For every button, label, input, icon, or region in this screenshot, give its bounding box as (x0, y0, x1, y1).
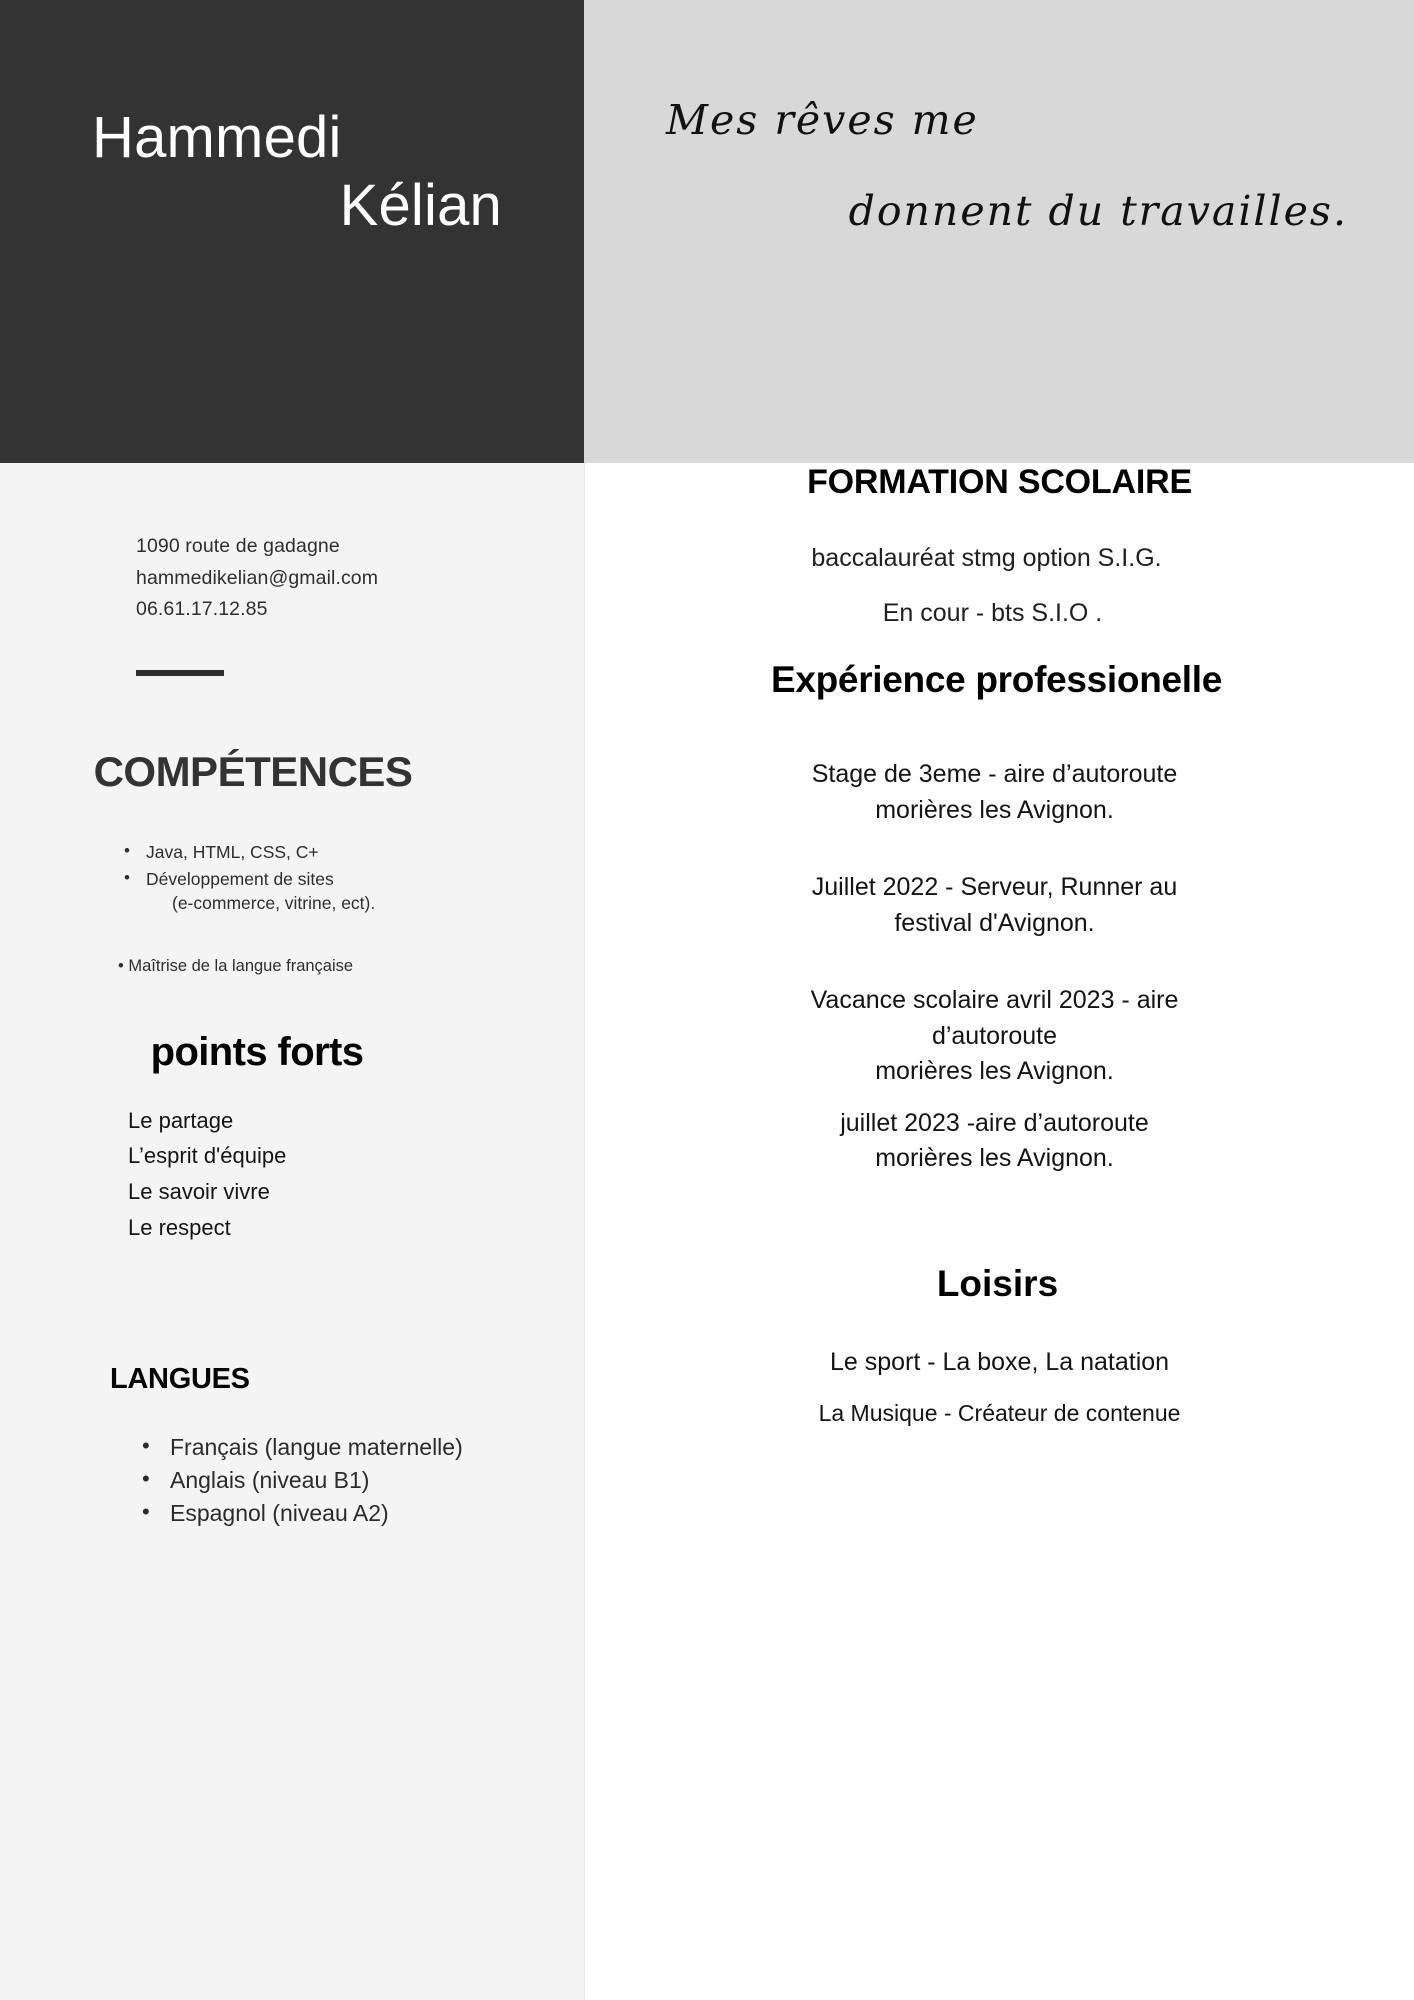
experience-entry (585, 757, 1414, 828)
contact-email[interactable]: hammedikelian@gmail.com (136, 566, 379, 589)
experience-line: morières les Avignon. (875, 795, 1114, 824)
body-columns (0, 463, 1414, 2000)
experience-line: morières les Avignon. (875, 1057, 1114, 1085)
langues-list (138, 1432, 584, 1529)
quote-line-1: Mes rêves me (666, 96, 979, 144)
experience-line: morières les Avignon. (875, 1144, 1114, 1172)
contact-block (0, 463, 584, 626)
list-item: • Français (langue maternelle) (138, 1432, 584, 1464)
header-name-panel (0, 0, 584, 463)
loisirs-heading: Loisirs (936, 1263, 1059, 1304)
spacer (585, 701, 1414, 757)
experience-line: Juillet 2022 - Serveur, Runner au (811, 873, 1178, 901)
main-column (584, 463, 1414, 2000)
list-item: Le savoir vivre (128, 1178, 270, 1204)
experience-line: festival d'Avignon. (894, 908, 1095, 937)
list-item: L’esprit d'équipe (128, 1143, 287, 1169)
formation-item: baccalauréat stmg option S.I.G. (811, 544, 1162, 572)
header-quote-panel (584, 0, 1414, 463)
quote-line-2: donnent du travailles. (848, 187, 1348, 235)
header-band (0, 0, 1414, 463)
divider-rule (136, 670, 224, 676)
name-last: Kélian (339, 173, 502, 239)
points-forts-list (128, 1103, 584, 1246)
formation-heading: FORMATION SCOLAIRE (807, 463, 1192, 501)
competences-sublist (146, 891, 584, 916)
langues-heading: LANGUES (110, 1363, 250, 1396)
experience-line: Vacance scolaire avril 2023 - aire (810, 986, 1179, 1014)
experience-entry (585, 870, 1414, 941)
formation-section (585, 463, 1414, 632)
experience-entry (585, 983, 1414, 1090)
loisirs-section (585, 1263, 1414, 1431)
experience-section (585, 659, 1414, 1177)
experience-line: d’autoroute (931, 1021, 1058, 1050)
formation-item: En cour - bts S.I.O . (882, 598, 1103, 627)
name-first: Hammedi (92, 105, 342, 170)
list-item-label: Développement de sites (146, 868, 334, 889)
list-item: Le respect (128, 1214, 231, 1240)
list-item: • Java, HTML, CSS, C+ (120, 840, 584, 865)
list-item: • Espagnol (niveau A2) (138, 1498, 584, 1530)
experience-line: Stage de 3eme - aire d’autoroute (811, 760, 1178, 788)
contact-phone: 06.61.17.12.85 (136, 598, 268, 621)
experience-entry (585, 1106, 1414, 1177)
competences-heading: COMPÉTENCES (93, 747, 413, 795)
competences-list (120, 840, 584, 917)
sidebar-column (0, 463, 584, 2000)
contact-address: 1090 route de gadagne (136, 535, 340, 557)
list-item (120, 867, 584, 917)
experience-heading: Expérience professionelle (770, 659, 1223, 700)
list-item: • Anglais (niveau B1) (138, 1465, 584, 1497)
points-forts-heading: points forts (150, 1029, 364, 1074)
competences-extra: • Maîtrise de la langue française (118, 957, 354, 976)
loisirs-item: Le sport - La boxe, La natation (829, 1348, 1170, 1376)
list-item: Le partage (128, 1107, 234, 1133)
list-item: (e-commerce, vitrine, ect). (172, 893, 376, 914)
experience-line: juillet 2023 -aire d’autoroute (840, 1108, 1149, 1137)
loisirs-item: La Musique - Créateur de contenue (818, 1399, 1181, 1426)
